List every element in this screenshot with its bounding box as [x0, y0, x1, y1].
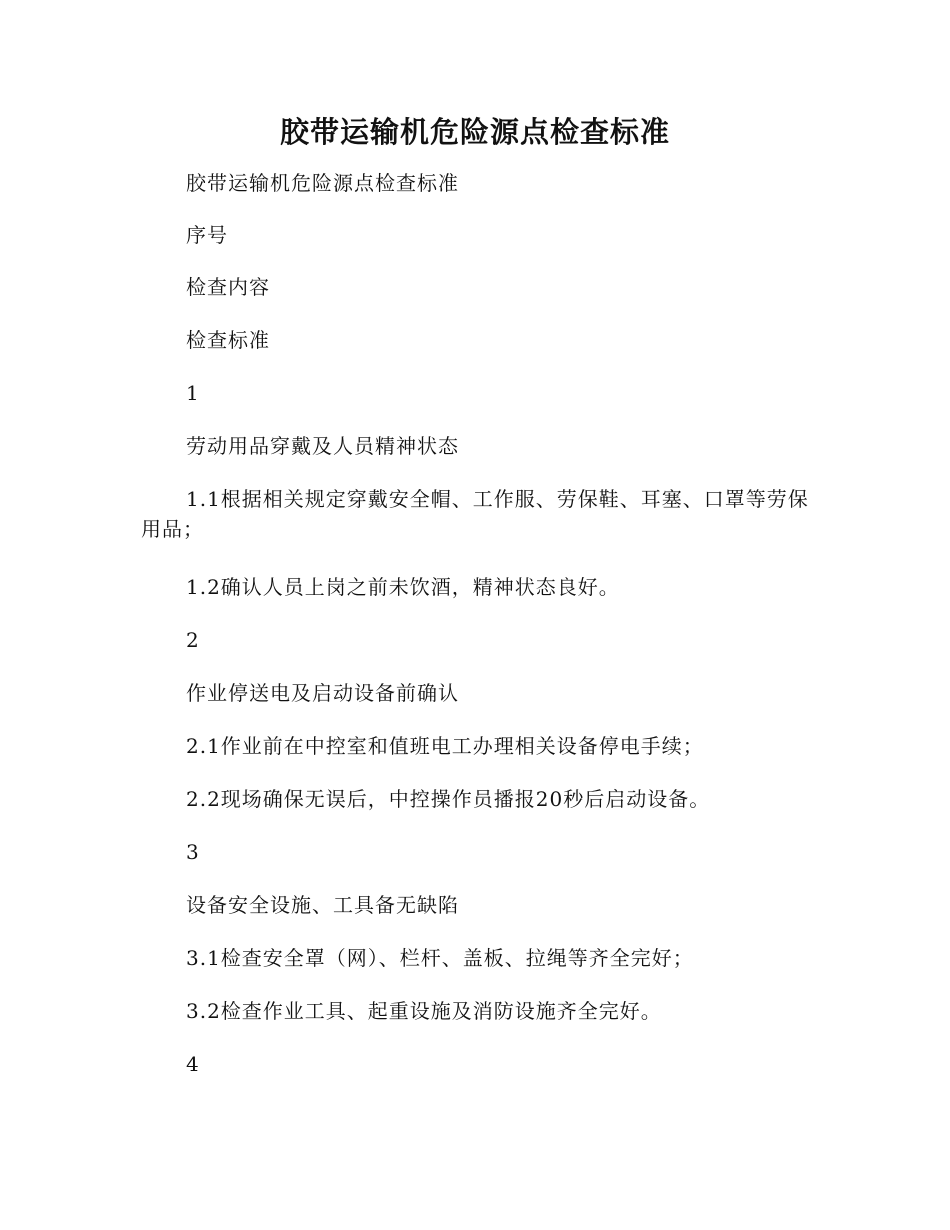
paragraph-item-2-2: 2.2现场确保无误后，中控操作员播报20秒后启动设备。 [186, 787, 711, 811]
paragraph-item-3-1: 3.1检查安全罩（网）、栏杆、盖板、拉绳等齐全完好； [186, 946, 694, 970]
paragraph-item-3-content: 设备安全设施、工具备无缺陷 [186, 893, 459, 917]
paragraph-item-3-2: 3.2检查作业工具、起重设施及消防设施齐全完好。 [186, 999, 662, 1023]
paragraph-item-4-number: 4 [186, 1052, 200, 1076]
paragraph-item-2-content: 作业停送电及启动设备前确认 [186, 681, 459, 705]
paragraph-item-2-1: 2.1作业前在中控室和值班电工办理相关设备停电手续； [186, 734, 704, 758]
paragraph-item-1-content: 劳动用品穿戴及人员精神状态 [186, 434, 459, 458]
paragraph-inspection-content-header: 检查内容 [186, 275, 270, 299]
paragraph-item-3-number: 3 [186, 840, 200, 864]
paragraph-inspection-standard-header: 检查标准 [186, 328, 270, 352]
document-title: 胶带运输机危险源点检查标准 [279, 115, 670, 149]
paragraph-subtitle: 胶带运输机危险源点检查标准 [186, 171, 459, 195]
paragraph-item-2-number: 2 [186, 628, 200, 652]
paragraph-serial-number-header: 序号 [186, 223, 228, 247]
paragraph-item-1-2: 1.2确认人员上岗之前未饮酒，精神状态良好。 [186, 575, 620, 599]
paragraph-item-1-number: 1 [186, 381, 200, 405]
paragraph-item-1-1: 1.1根据相关规定穿戴安全帽、工作服、劳保鞋、耳塞、口罩等劳保用品； [141, 487, 809, 541]
